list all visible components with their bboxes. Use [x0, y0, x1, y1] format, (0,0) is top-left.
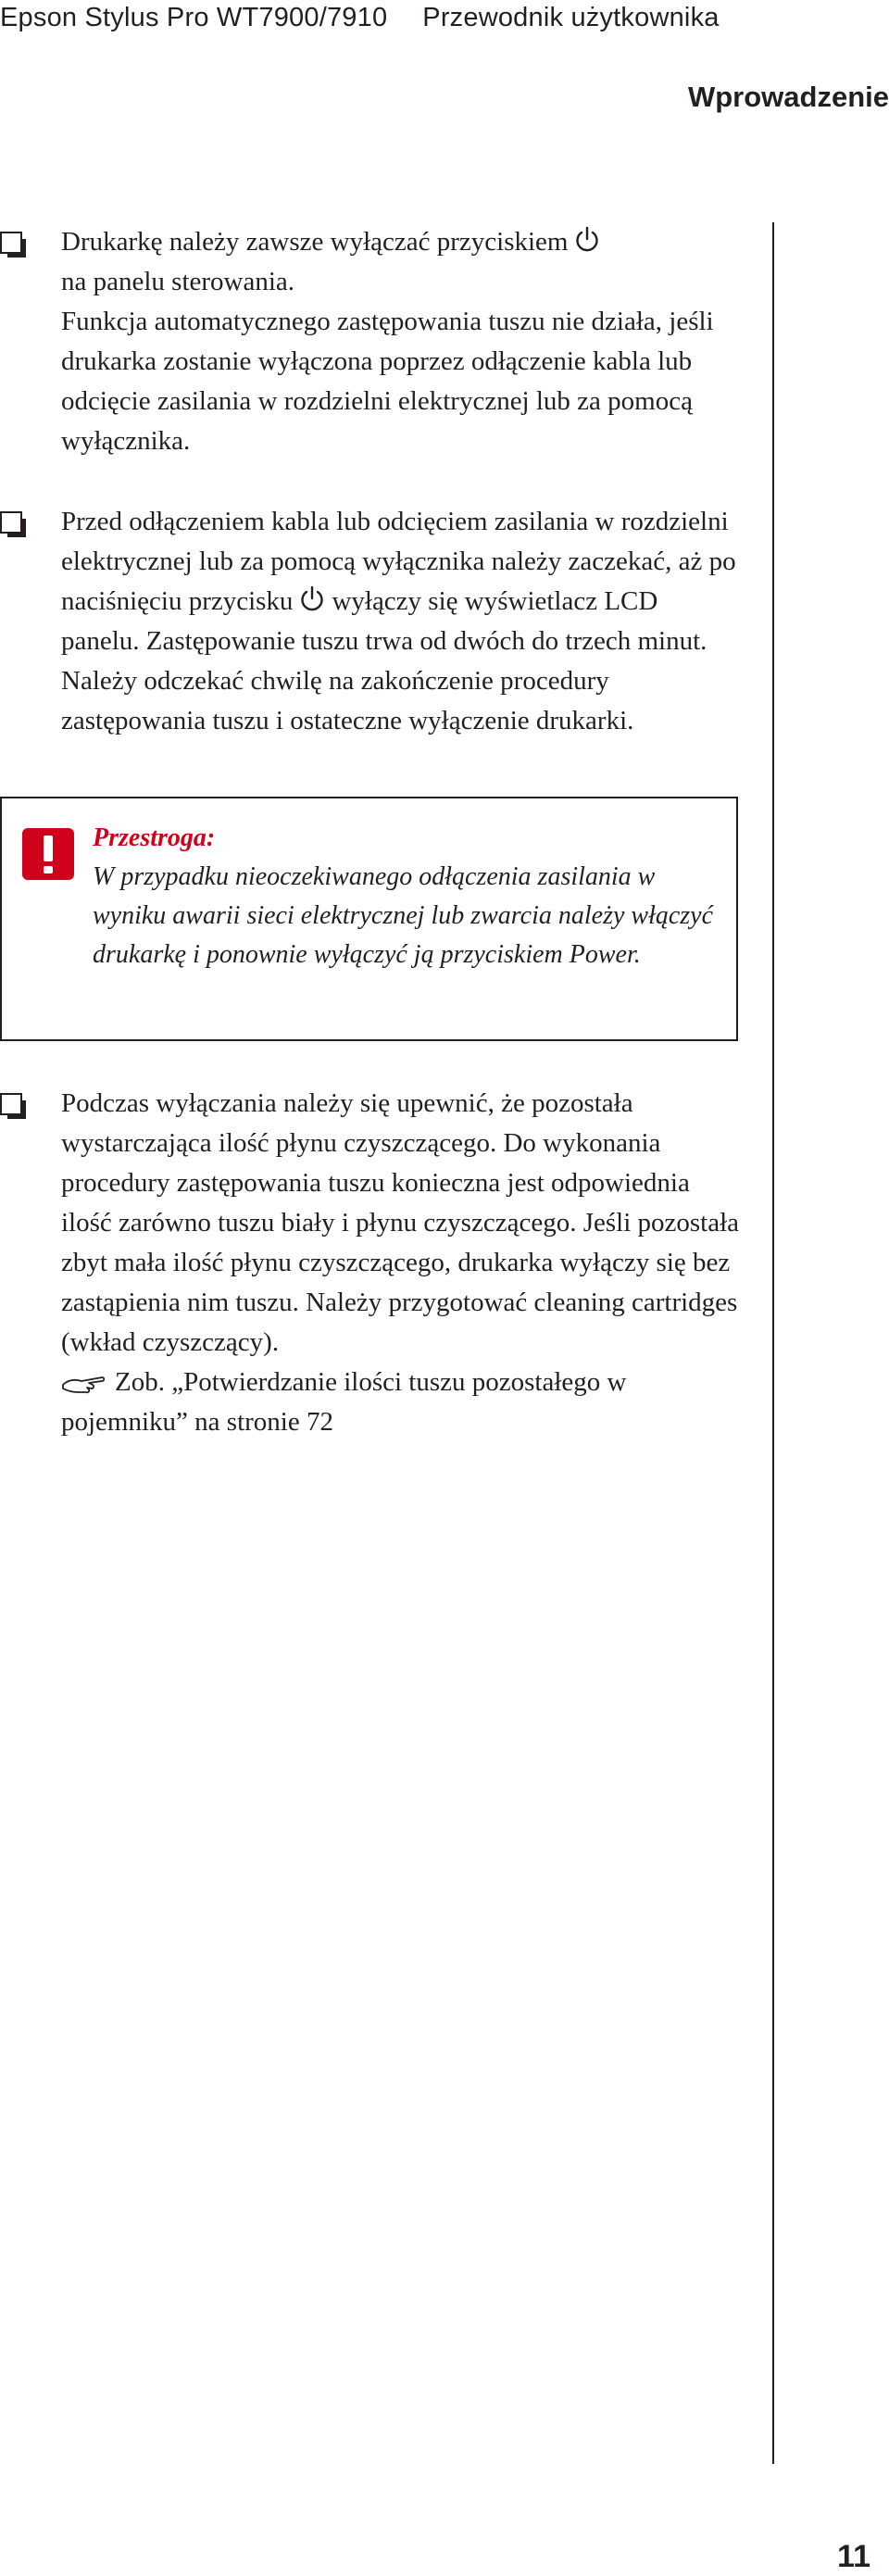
cross-reference-link[interactable]: Zob. „Potwierdzanie ilości tuszu pozostałego w pojemniku” na stronie 72: [61, 1367, 627, 1437]
caution-body: W przypadku nieoczekiwanego odłączenia zasilania w wyniku awarii sieci elektrycznej lub zwarcia należy włączyć drukarkę i ponownie wyłączyć ją przyciskiem Power.: [93, 862, 714, 969]
main-content: [0, 222, 741, 1442]
bullet-item-wait-lcd: [0, 502, 741, 741]
caution-box: [0, 797, 738, 1041]
bullet-item-cleaning-liquid: [0, 1084, 741, 1442]
page-number: 11: [837, 2539, 870, 2574]
checkbox-bullet-icon: [0, 511, 22, 534]
bullet-text: Drukarkę należy zawsze wyłączać przyciskiem na panelu sterowania. Funkcja automatycznego zastępowania tuszu nie działa, jeśli drukarka zostanie wyłączona poprzez odłączenie kabla lub odcięcie zasilania w rozdzielni elektrycznej lub za pomocą wyłącznika.: [61, 227, 714, 456]
power-icon: [573, 226, 601, 254]
caution-icon: [22, 828, 74, 880]
column-rule: [772, 222, 774, 2464]
checkbox-bullet-icon: [0, 232, 22, 254]
bullet-text: Podczas wyłączania należy się upewnić, że pozostała wystarczająca ilość płynu czyszczącego. Do wykonania procedury zastępowania tuszu konieczna jest odpowiednia ilość zarówno tuszu biały i płynu czyszczącego. Jeśli pozostała zbyt mała ilość płynu czyszczącego, drukarka wyłączy się bez zastąpienia nim tuszu. Należy przygotować cleaning cartridges (wkład czyszczący). Zob. „Potwierdzanie ilości tuszu pozostałego w pojemniku” na stronie 72: [61, 1088, 740, 1437]
bullet-text: Przed odłączeniem kabla lub odcięciem zasilania w rozdzielni elektrycznej lub za pomocą wyłącznika należy zaczekać, aż po naciśnięciu przycisku wyłączy się wyświetlacz LCD panelu. Zastępowanie tuszu trwa od dwóch do trzech minut. Należy odczekać chwilę na zakończenie procedury zastępowania tuszu i ostateczne wyłączenie drukarki.: [61, 507, 736, 735]
pointing-hand-icon: [61, 1368, 106, 1396]
running-header: [0, 0, 720, 35]
power-icon: [298, 585, 326, 613]
bullet-item-power-off: [0, 222, 741, 461]
caution-title: Przestroga:: [93, 823, 216, 852]
product-name: Epson Stylus Pro WT7900/7910: [0, 3, 388, 32]
section-title: Wprowadzenie: [687, 81, 889, 113]
guide-name: Przewodnik użytkownika: [422, 3, 720, 32]
checkbox-bullet-icon: [0, 1093, 22, 1115]
caution-text: [93, 819, 718, 974]
